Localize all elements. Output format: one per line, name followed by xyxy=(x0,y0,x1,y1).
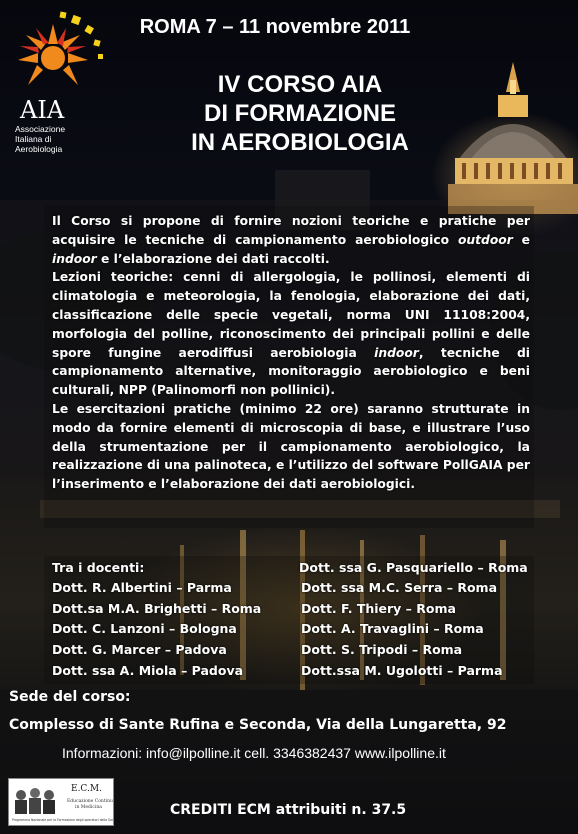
description-paragraph: Le esercitazioni pratiche (minimo 22 ore) saranno strutturate in modo da fornire elementi di microscopia di base, e illustrare l’uso della strumentazione per il campionamento aerobiologico, la realizzazione di una palinoteca, e l’utilizzo del software PollGAIA per l’inserimento e l’elaborazione dei dati aerobiologici. xyxy=(52,401,530,492)
teacher-name: Dott. ssa G. Pasquariello – Roma xyxy=(299,560,528,575)
teacher-name: Dott. S. Tripodi – Roma xyxy=(301,642,463,657)
event-dates: ROMA 7 – 11 novembre 2011 xyxy=(139,16,411,38)
dome-illustration xyxy=(448,62,578,214)
teacher-name: Dott. F. Thiery – Roma xyxy=(301,601,456,616)
ecm-title: E.C.M. xyxy=(71,784,102,794)
aia-logo xyxy=(8,10,108,125)
ecm-subtitle: Educazione Continua xyxy=(67,799,113,804)
description-paragraph: Il Corso si propone di fornire nozioni teoriche e pratiche per acquisire le tecniche di campionamento aerobiologico outdoor e indoor e l’elaborazione dei dati raccolti. xyxy=(52,214,530,266)
teacher-name: Dott. A. Travaglini – Roma xyxy=(301,621,484,636)
teacher-name: Dott.sa M.A. Brighetti – Roma xyxy=(52,601,262,616)
teachers-heading: Tra i docenti: xyxy=(52,560,145,575)
logo-name-line: Associazione xyxy=(15,124,66,134)
teacher-name: Dott. R. Albertini – Parma xyxy=(52,580,232,595)
teacher-name: Dott. G. Marcer – Padova xyxy=(52,642,227,657)
logo-acronym: AIA xyxy=(20,96,65,124)
teacher-name: Dott. C. Lanzoni – Bologna xyxy=(52,621,237,636)
ecm-people-image xyxy=(9,779,113,825)
description-paragraph: Lezioni teoriche: cenni di allergologia, le pollinosi, elementi di climatologia e meteorologia, la fenologia, elaborazione dei dati, classificazione delle specie vegetali, norma UNI 11108:2004, morfologia del polline, riconoscimento dei principali pollini e delle spore fungine aerodiffusi aerobiologia indoor, tecniche di campionamento alternative, monitoraggio aerobiologico e beni culturali, NPP (Palinomorfi non pollinici). xyxy=(52,270,530,398)
venue-label: Sede del corso: xyxy=(9,689,131,705)
teacher-name: Dott. ssa M.C. Serra – Roma xyxy=(301,580,498,595)
contact-info: Informazioni: info@ilpolline.it cell. 3346382437 www.ilpolline.it xyxy=(62,745,446,761)
ecm-subtitle: in Medicina xyxy=(75,805,102,810)
title-line: DI FORMAZIONE xyxy=(204,100,396,127)
course-description xyxy=(52,212,530,494)
logo-name xyxy=(15,124,95,154)
logo-name-line: Aerobiologia xyxy=(15,144,63,154)
ecm-footer: Programma Nazionale per la Formazione degli operatori della Sanità xyxy=(12,818,113,822)
course-title xyxy=(165,70,435,157)
title-line: IN AEROBIOLOGIA xyxy=(191,129,409,156)
venue-address: Complesso di Sante Rufina e Seconda, Via della Lungaretta, 92 xyxy=(9,717,507,733)
teacher-name: Dott. ssa A. Miola – Padova xyxy=(52,663,244,678)
logo-name-line: Italiana di xyxy=(15,134,52,144)
ecm-badge xyxy=(8,778,114,826)
title-line: IV CORSO AIA xyxy=(217,71,383,98)
ecm-credits: CREDITI ECM attribuiti n. 37.5 xyxy=(170,802,407,818)
teacher-name: Dott.ssa M. Ugolotti – Parma xyxy=(301,663,503,678)
sun-icon xyxy=(18,12,103,85)
